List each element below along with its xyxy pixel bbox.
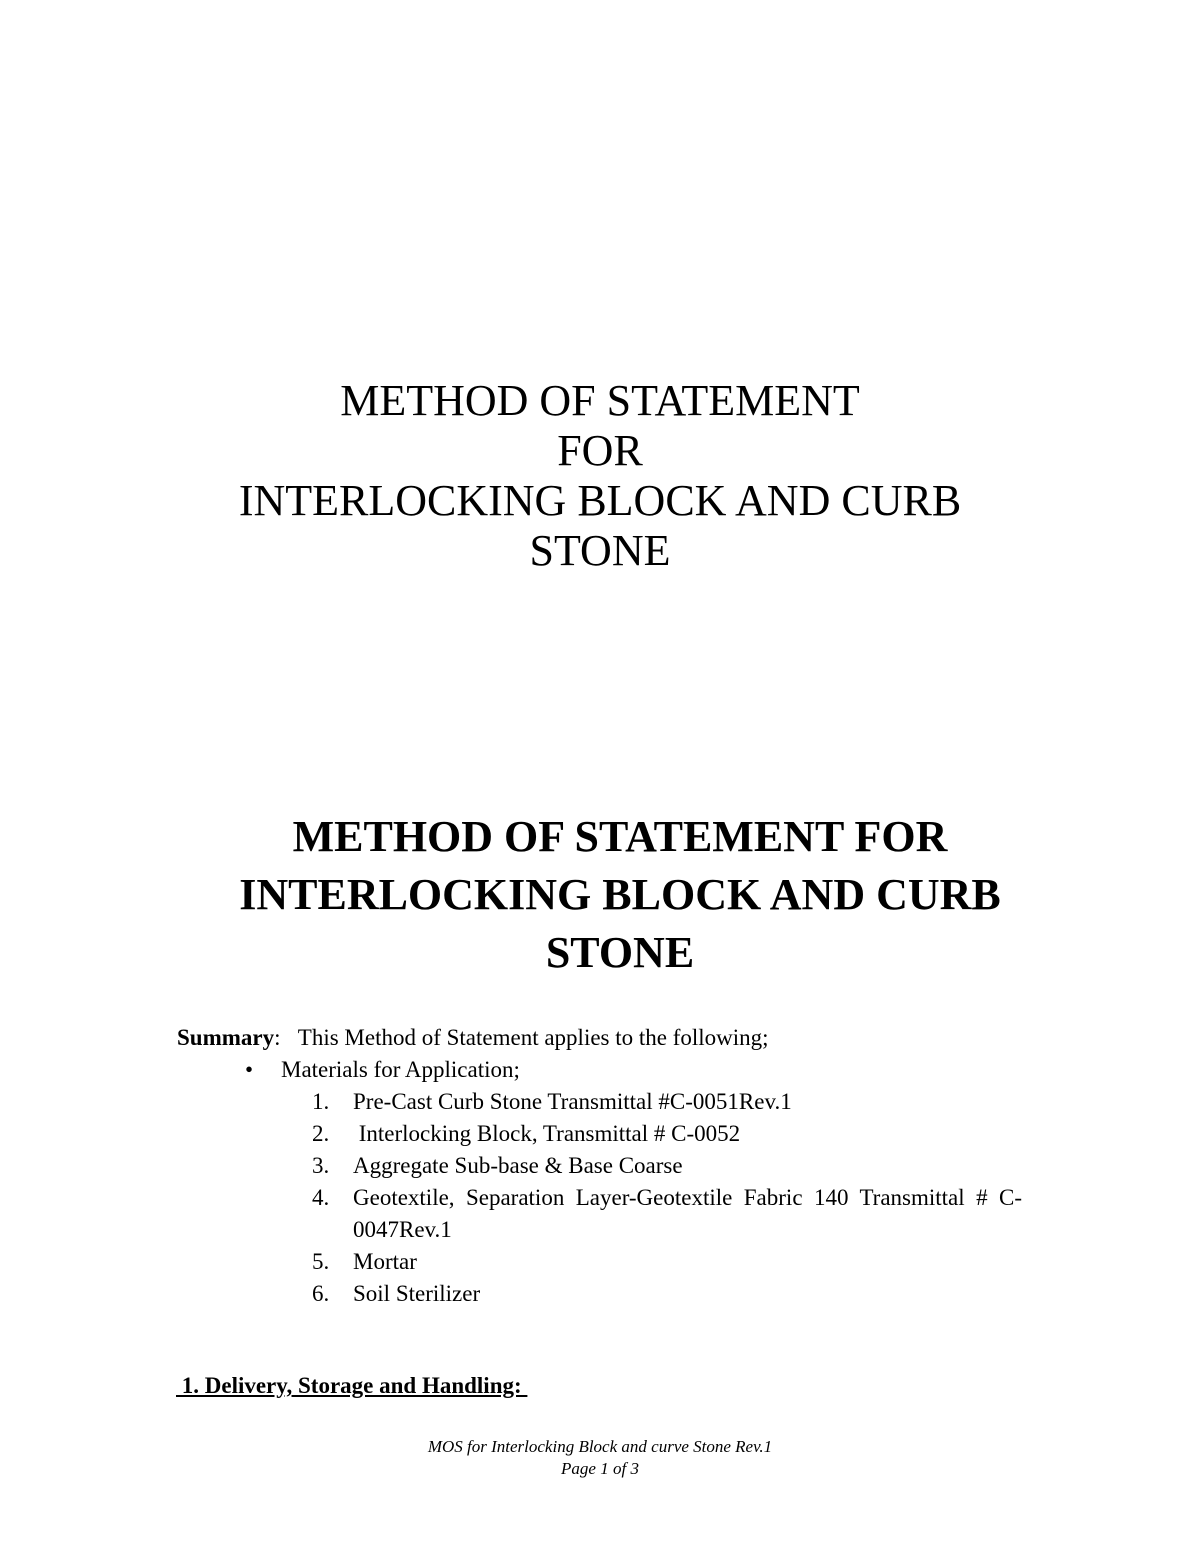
list-item-number: 5. [312, 1249, 330, 1274]
cover-title [0, 376, 1200, 576]
section-heading-delivery: 1. Delivery, Storage and Handling: [176, 1373, 528, 1398]
list-item [312, 1150, 1022, 1182]
list-item [312, 1278, 1022, 1310]
list-item-text: Interlocking Block, Transmittal # C-0052 [353, 1121, 741, 1146]
summary-text: This Method of Statement applies to the following; [297, 1025, 769, 1050]
bullet-item [245, 1054, 520, 1086]
main-title-line-3: STONE [545, 928, 695, 977]
list-item-number: 6. [312, 1281, 330, 1306]
list-item-number: 2. [312, 1121, 330, 1146]
list-item-number: 4. [312, 1185, 330, 1210]
list-item [312, 1246, 1022, 1278]
cover-title-line-2: FOR [557, 426, 643, 475]
cover-title-line-3: INTERLOCKING BLOCK AND CURB [238, 476, 962, 525]
list-item-text: Mortar [353, 1249, 417, 1274]
page-footer [0, 1436, 1200, 1480]
summary-colon: : [274, 1025, 281, 1050]
main-title [0, 808, 1200, 982]
cover-title-line-4: STONE [529, 526, 671, 575]
footer-document-name: MOS for Interlocking Block and curve Stone Rev.1 [427, 1437, 773, 1456]
list-item [312, 1182, 1022, 1246]
list-item [312, 1086, 1022, 1118]
summary-paragraph [177, 1022, 1027, 1054]
summary-label: Summary [177, 1025, 275, 1050]
list-item-text: Pre-Cast Curb Stone Transmittal #C-0051Rev.1 [353, 1089, 792, 1114]
main-title-line-1: METHOD OF STATEMENT FOR [292, 812, 948, 861]
list-item-number: 3. [312, 1153, 330, 1178]
cover-title-line-1: METHOD OF STATEMENT [340, 376, 860, 425]
list-item-text: Geotextile, Separation Layer-Geotextile Fabric 140 Transmittal # C-0047Rev.1 [353, 1185, 1022, 1242]
list-item-text: Aggregate Sub-base & Base Coarse [353, 1153, 683, 1178]
bullet-icon: • [245, 1057, 254, 1082]
list-item-number: 1. [312, 1089, 330, 1114]
list-item [312, 1118, 1022, 1150]
bullet-text: Materials for Application; [281, 1057, 520, 1082]
list-item-text: Soil Sterilizer [353, 1281, 481, 1306]
main-title-line-2: INTERLOCKING BLOCK AND CURB [239, 870, 1001, 919]
footer-page-number: Page 1 of 3 [561, 1459, 639, 1478]
materials-list [312, 1086, 1022, 1310]
